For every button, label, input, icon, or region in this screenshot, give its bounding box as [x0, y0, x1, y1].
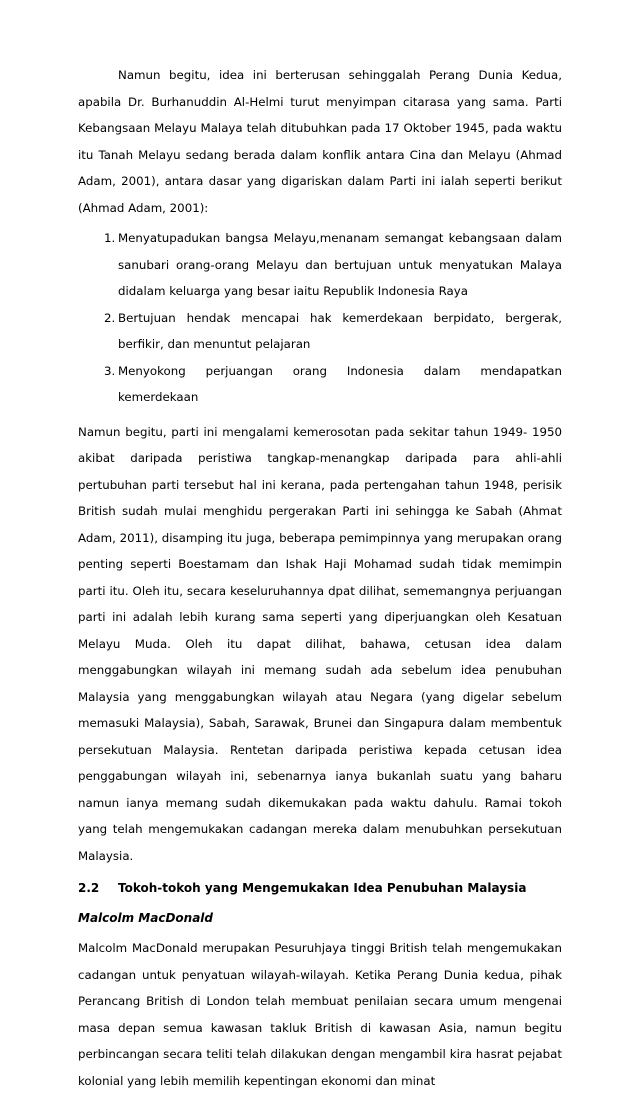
list-item-number: 3.: [104, 363, 116, 378]
paragraph-intro: Namun begitu, idea ini berterusan sehinggalah Perang Dunia Kedua, apabila Dr. Burhanuddin Al-Helmi turut menyimpan citarasa yang sama. Parti Kebangsaan Melayu Malaya telah ditubuhkan pada 17 Oktober 1945, pada waktu itu Tanah Melayu sedang berada dalam konflik antara Cina dan Melayu (Ahmad Adam, 2001), antara dasar yang digariskan dalam Parti ini ialah seperti berikut (Ahmad Adam, 2001):: [78, 68, 562, 215]
list-item-number: 1.: [104, 231, 116, 245]
list-item-text: Menyokong perjuangan orang Indonesia dalam mendapatkan kemerdekaan: [118, 363, 562, 404]
section-title: Tokoh-tokoh yang Mengemukakan Idea Penubuhan Malaysia: [118, 881, 527, 895]
list-item: [78, 305, 562, 358]
list-item: [78, 225, 562, 305]
list-item-number: 2.: [104, 310, 116, 325]
section-number: 2.2: [78, 881, 100, 895]
list-item-text: Menyatupadukan bangsa Melayu,menanam semangat kebangsaan dalam sanubari orang-orang Melayu dan bertujuan untuk menyatukan Malaya didalam keluarga yang besar iaitu Republik Indonesia Raya: [118, 231, 562, 298]
paragraph-macdonald: Malcolm MacDonald merupakan Pesuruhjaya tinggi British telah mengemukakan cadangan untuk penyatuan wilayah-wilayah. Ketika Perang Dunia kedua, pihak Perancang British di London telah membuat penilaian secara umum mengenai masa depan semua kawasan takluk British di kawasan Asia, namun begitu perbincangan secara teliti telah dilakukan dengan mengambil kira hasrat pejabat kolonial yang lebih memilih kepentingan ekonomi dan minat: [78, 941, 562, 1088]
policy-list: [78, 225, 562, 411]
document-page: [78, 62, 562, 1094]
list-item: [78, 358, 562, 411]
paragraph-decline: Namun begitu, parti ini mengalami kemerosotan pada sekitar tahun 1949- 1950 akibat daripada peristiwa tangkap-menangkap daripada para ahli-ahli pertubuhan parti tersebut hal ini kerana, pada pertengahan tahun 1948, perisik British sudah mulai menghidu pergerakan Parti ini sehingga ke Sabah (Ahmat Adam, 2011), disamping itu juga, beberapa pemimpinnya yang merupakan orang penting seperti Boestamam dan Ishak Haji Mohamad sudah tidak memimpin parti itu. Oleh itu, secara keseluruhannya dpat dilihat, sememangnya perjuangan parti ini adalah lebih kurang sama seperti yang diperjuangkan oleh Kesatuan Melayu Muda. Oleh itu dapat dilihat, bahawa, cetusan idea dalam menggabungkan wilayah ini memang sudah ada sebelum idea penubuhan Malaysia yang menggabungkan wilayah atau Negara (yang digelar sebelum memasuki Malaysia), Sabah, Sarawak, Brunei dan Singapura dalam membentuk persekutuan Malaysia. Rentetan daripada peristiwa kepada cetusan idea penggabungan wilayah ini, sebenarnya ianya bukanlah suatu yang baharu namun ianya memang sudah dikemukakan pada waktu dahulu. Ramai tokoh yang telah mengemukakan cadangan mereka dalam menubuhkan persekutuan Malaysia.: [78, 424, 562, 863]
subsection-heading: Malcolm MacDonald: [78, 911, 214, 925]
list-item-text: Bertujuan hendak mencapai hak kemerdekaan berpidato, bergerak, berfikir, dan menuntut pelajaran: [118, 310, 562, 351]
section-heading: [78, 875, 562, 901]
